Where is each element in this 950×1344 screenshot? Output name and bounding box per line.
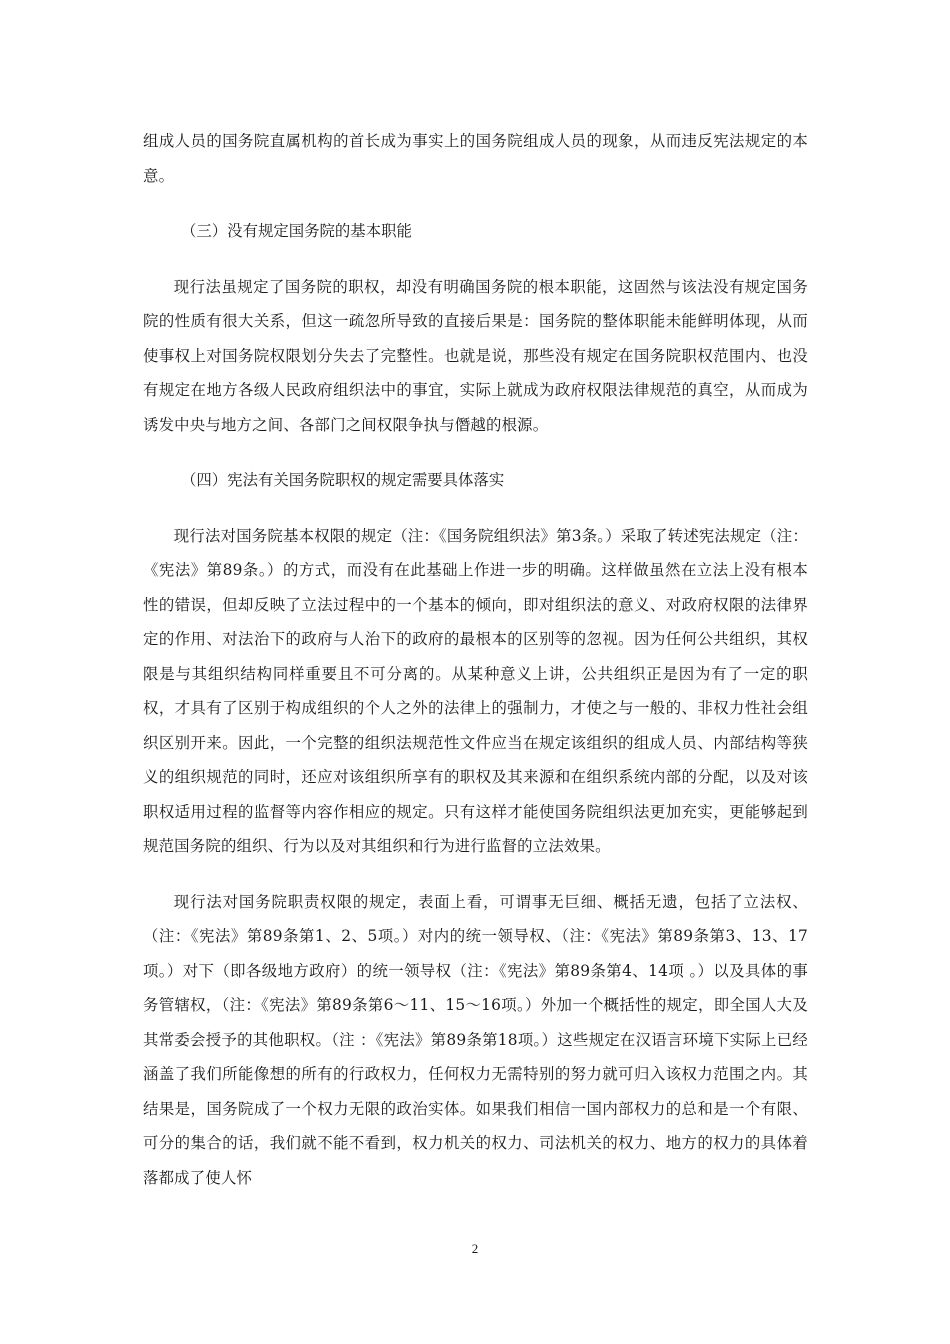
paragraph-continuation: 组成人员的国务院直属机构的首长成为事实上的国务院组成人员的现象，从而违反宪法规定的本意。 xyxy=(143,132,808,185)
paragraph-responsibilities: 现行法对国务院职责权限的规定，表面上看，可谓事无巨细、概括无遗，包括了立法权、（注：《宪法》第89条第1、2、5项。）对内的统一领导权、（注：《宪法》第89条第3、13、17项。）对下（即各级地方政府）的统一领导权（注：《宪法》第89条第4、14项 。）以及具体的事务管辖权，（注：《宪法》第89条第6～11、15～16项。）外加一个概括性的规定，即全国人大及其常委会授予的其他职权。（注 ：《宪法》第89条第18项。）这些规定在汉语言环境下实际上已经涵盖了我们所能像想的所有的行政权力，任何权力无需特别的努力就可归入该权力范围之内。其结果是，国务院成了一个权力无限的政治实体。如果我们相信一国内部权力的总和是一个有限、可分的集合的话，我们就不能不看到，权力机关的权力、司法机关的权力、地方的权力的具体着落都成了使人怀 xyxy=(143,892,808,1187)
paragraph-basic-authority: 现行法对国务院基本权限的规定（注：《国务院组织法》第3条。）采取了转述宪法规定（注：《宪法》第89条。）的方式，而没有在此基础上作进一步的明确。这样做虽然在立法上没有根本性的错误，但却反映了立法过程中的一个基本的倾向，即对组织法的意义、对政府权限的法律界定的作用、对法治下的政府与人治下的政府的最根本的区别等的忽视。因为任何公共组织，其权限是与其组织结构同样重要且不可分离的。从某种意义上讲，公共组织正是因为有了一定的职权，才具有了区别于构成组织的个人之外的法律上的强制力，才使之与一般的、非权力性社会组织区别开来。因此，一个完整的组织法规范性文件应当在规定该组织的组成人员、内部结构等狭义的组织规范的同时，还应对该组织所享有的职权及其来源和在组织系统内部的分配，以及对该职权适用过程的监督等内容作相应的规定。只有这样才能使国务院组织法更加充实，更能够起到规范国务院的组织、行为以及对其组织和行为进行监督的立法效果。 xyxy=(143,526,808,855)
paragraph-basic-function: 现行法虽规定了国务院的职权，却没有明确国务院的根本职能，这固然与该法没有规定国务院的性质有很大关系，但这一疏忽所导致的直接后果是：国务院的整体职能未能鲜明体现，从而使事权上对国务院权限划分失去了完整性。也就是说，那些没有规定在国务院职权范围内、也没有规定在地方各级人民政府组织法中的事宜，实际上就成为政府权限法律规范的真空，从而成为诱发中央与地方之间、各部门之间权限争执与僭越的根源。 xyxy=(143,277,808,434)
section-heading-3: （三）没有规定国务院的基本职能 xyxy=(181,222,412,240)
section-heading-4: （四）宪法有关国务院职权的规定需要具体落实 xyxy=(181,471,505,489)
document-body xyxy=(143,124,808,1195)
page-number: 2 xyxy=(471,1241,479,1256)
